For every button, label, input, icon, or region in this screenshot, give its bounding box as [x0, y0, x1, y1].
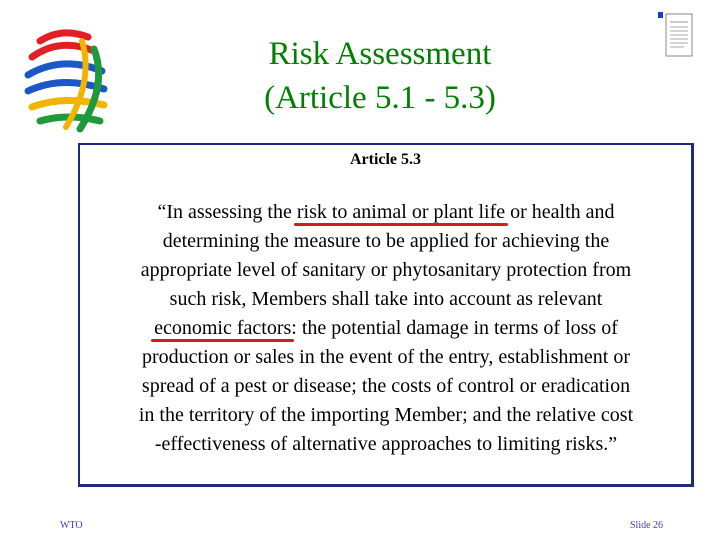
quote-line-8: in the territory of the importing Member; and the relative cost — [138, 404, 634, 426]
red-underline-mark — [151, 339, 294, 342]
underlined-risk-text: risk to animal or plant life — [296, 201, 506, 223]
quote-line-1-start: “In assessing the — [157, 201, 297, 223]
quote-line-1-end: or health and — [505, 201, 615, 223]
footer-organization: WTO — [60, 520, 83, 531]
underlined-economic-text: economic factors — [154, 317, 292, 339]
quote-line-7: spread of a pest or disease; the costs of control or eradication — [141, 375, 631, 397]
quote-line-4: such risk, Members shall take into account as relevant — [169, 288, 603, 310]
title-line-1: Risk Assessment — [268, 36, 492, 72]
quote-line-3: appropriate level of sanitary or phytosanitary protection from — [140, 259, 632, 281]
article-quote — [86, 198, 686, 459]
wto-logo — [18, 25, 122, 135]
quote-line-5-end: : the potential damage in terms of loss of — [291, 317, 618, 339]
title-line-2: (Article 5.1 - 5.3) — [264, 80, 496, 116]
quote-line-5 — [86, 314, 686, 343]
red-underline-mark — [294, 223, 508, 226]
quote-line-2: determining the measure to be applied for achieving the — [162, 230, 610, 252]
document-icon — [656, 10, 698, 60]
quote-line-9: -effectiveness of alternative approaches to limiting risks.” — [154, 433, 618, 455]
article-heading: Article 5.3 — [349, 151, 422, 168]
slide-number: Slide 26 — [630, 520, 664, 531]
article-quote-box — [78, 143, 694, 487]
quote-line-1 — [86, 198, 686, 227]
underlined-economic-phrase — [154, 314, 291, 343]
slide-title — [180, 32, 580, 120]
underlined-risk-phrase — [297, 198, 505, 227]
quote-line-6: production or sales in the event of the entry, establishment or — [141, 346, 631, 368]
